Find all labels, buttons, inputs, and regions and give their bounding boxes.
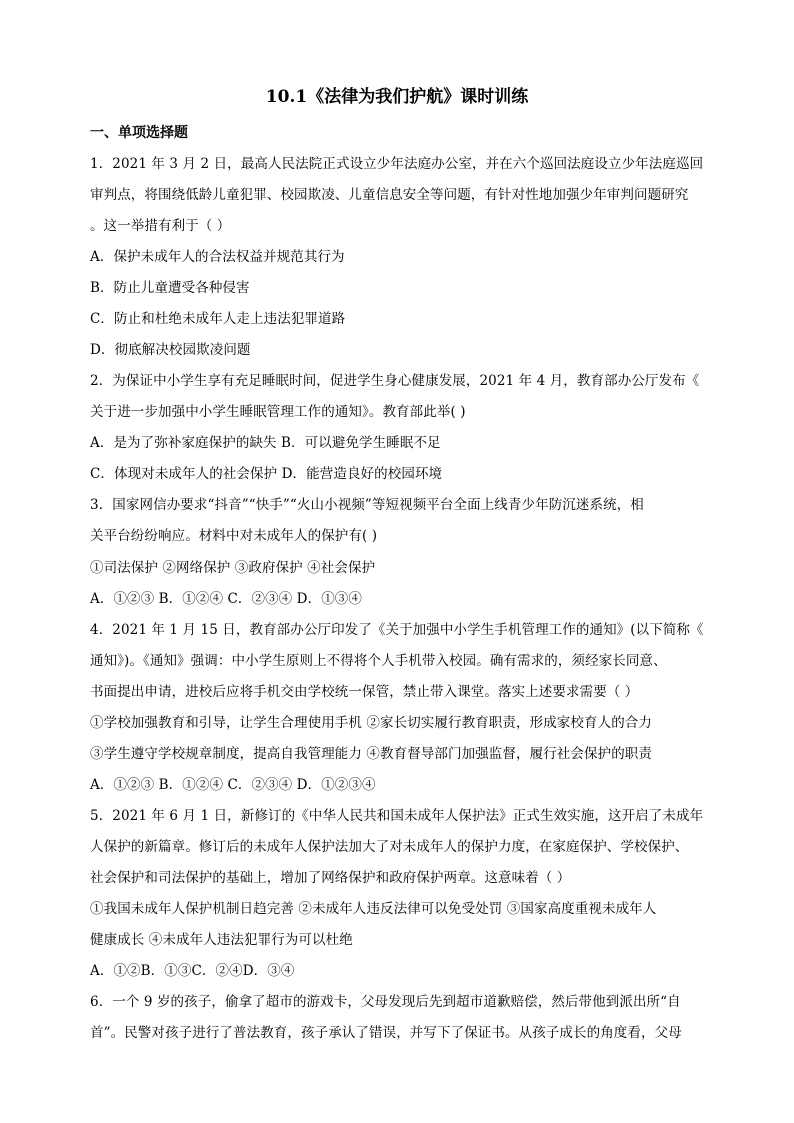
option-line: B．防止儿童遭受各种侵害 bbox=[90, 280, 250, 296]
option-line: A．保护未成年人的合法权益并规范其行为 bbox=[90, 249, 345, 265]
text-line: 健康成长 ④未成年人违法犯罪行为可以杜绝 bbox=[90, 932, 353, 948]
text-line: 关于进一步加强中小学生睡眠管理工作的通知》。教育部此举( ) bbox=[90, 404, 466, 420]
text-line: 4．2021 年 1 月 15 日，教育部办公厅印发了《关于加强中小学生手机管理工作的通知》(以下简称《 bbox=[90, 622, 704, 638]
document-title: 10.1《法律为我们护航》课时训练 bbox=[265, 87, 529, 107]
text-line: ③学生遵守学校规章制度，提高自我管理能力 ④教育督导部门加强监督，履行社会保护的职责 bbox=[90, 746, 652, 762]
text-line: 3．国家网信办要求“抖音”“快手”“火山小视频”等短视频平台全面上线青少年防沉迷系统，相 bbox=[90, 497, 644, 513]
text-line: 2．为保证中小学生享有充足睡眠时间，促进学生身心健康发展，2021 年 4 月，教育部办公厅发布《 bbox=[90, 373, 700, 389]
text-line: 人保护的新篇章。修订后的未成年人保护法加大了对未成年人的保护力度，在家庭保护、学校保护、 bbox=[90, 839, 689, 855]
text-line: 关平台纷纷响应。材料中对未成年人的保护有( ) bbox=[90, 528, 378, 544]
text-line: 审判点，将围绕低龄儿童犯罪、校园欺凌、儿童信息安全等问题，有针对性地加强少年审判问题研究 bbox=[90, 187, 689, 203]
option-line: A．①②B．①③C．②④D．③④ bbox=[90, 963, 295, 979]
option-line: C．防止和杜绝未成年人走上违法犯罪道路 bbox=[90, 311, 346, 327]
text-line: 。这一举措有利于（ ） bbox=[90, 218, 231, 234]
text-line: 首”。民警对孩子进行了普法教育，孩子承认了错误，并写下了保证书。从孩子成长的角度看，父母 bbox=[90, 1025, 682, 1041]
text-line: 6．一个 9 岁的孩子，偷拿了超市的游戏卡，父母发现后先到超市道歉赔偿，然后带他到派出所“自 bbox=[90, 994, 681, 1010]
text-line: 社会保护和司法保护的基础上，增加了网络保护和政府保护两章。这意味着（ ） bbox=[90, 870, 571, 886]
text-line: 通知》)。《通知》强调：中小学生原则上不得将个人手机带入校园。确有需求的，须经家长同意、 bbox=[90, 653, 667, 669]
text-line: 5．2021 年 6 月 1 日，新修订的《中华人民共和国未成年人保护法》正式生效实施，这开启了未成年 bbox=[90, 808, 704, 824]
section-heading: 一、单项选择题 bbox=[90, 125, 188, 141]
text-line: ①学校加强教育和引导，让学生合理使用手机 ②家长切实履行教育职责，形成家校育人的合力 bbox=[90, 715, 652, 731]
text-line: ①我国未成年人保护机制日趋完善 ②未成年人违反法律可以免受处罚 ③国家高度重视未成年人 bbox=[90, 901, 657, 917]
option-line: A．①②③ B．①②④ C．②③④ D．①③④ bbox=[90, 591, 362, 607]
option-line: D．彻底解决校园欺凌问题 bbox=[90, 342, 251, 358]
text-line: 1．2021 年 3 月 2 日，最高人民法院正式设立少年法庭办公室，并在六个巡回法庭设立少年法庭巡回 bbox=[90, 156, 704, 172]
text-line: ①司法保护 ②网络保护 ③政府保护 ④社会保护 bbox=[90, 560, 376, 576]
option-line: A．是为了弥补家庭保护的缺失 B．可以避免学生睡眠不足 bbox=[90, 435, 441, 451]
text-line: 书面提出申请，进校后应将手机交由学校统一保管，禁止带入课堂。落实上述要求需要（ ） bbox=[90, 684, 639, 700]
option-line: C．体现对未成年人的社会保护 D．能营造良好的校园环境 bbox=[90, 466, 443, 482]
option-line: A．①②③ B．①②④ C．②③④ D．①②③④ bbox=[90, 777, 376, 793]
